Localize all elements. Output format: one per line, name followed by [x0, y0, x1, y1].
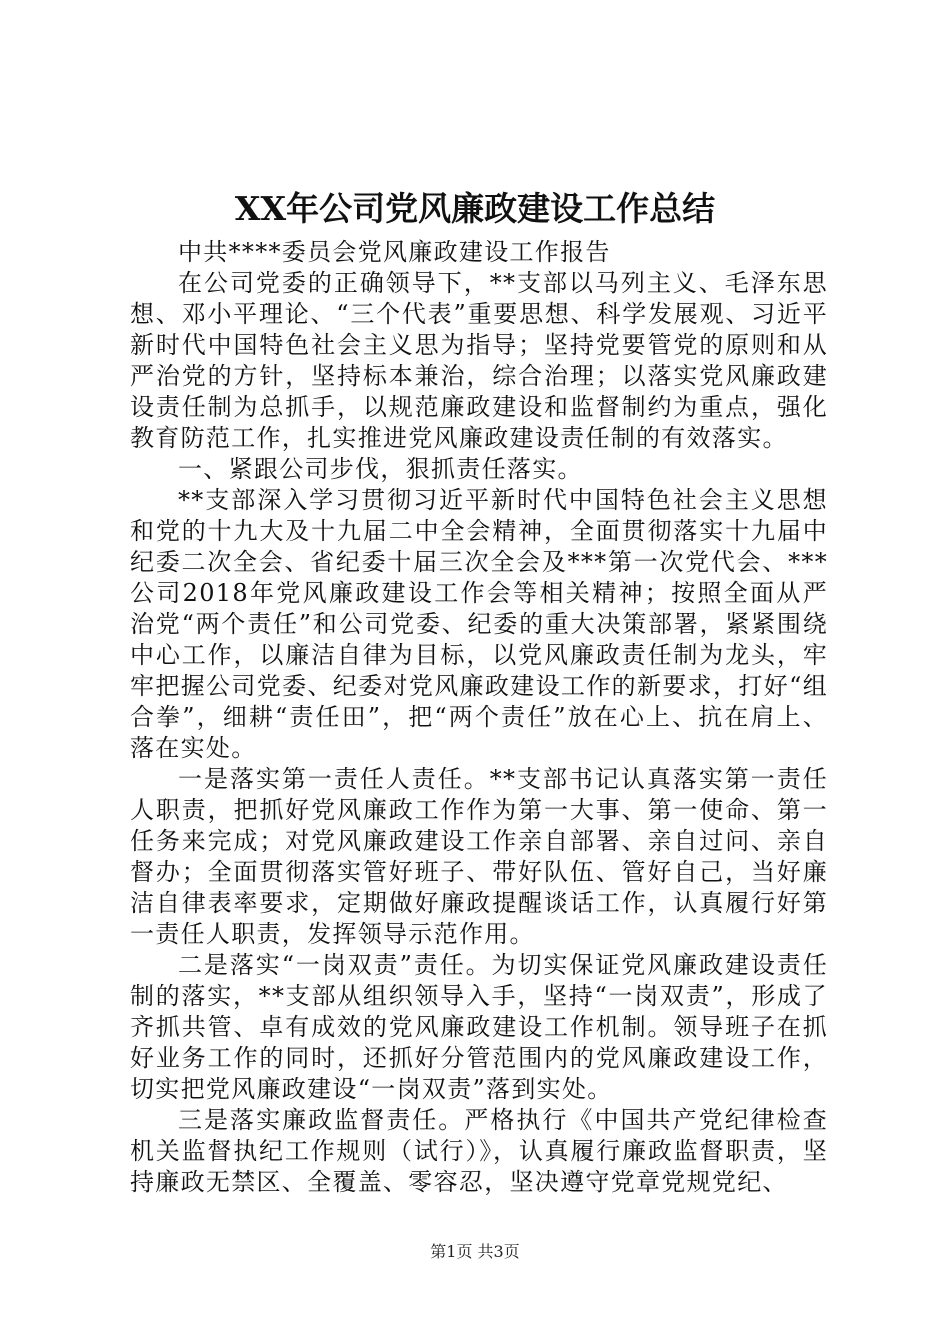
paragraph-two-duties: 二是落实“一岗双责”责任。为切实保证党风廉政建设责任制的落实，**支部从组织领导入手，坚持“一岗双责”，形成了齐抓共管、卓有成效的党风廉政建设工作机制。领导班子在抓好业务工作的同时，还抓好分管范围内的党风廉政建设工作，切实把党风廉政建设“一岗双责”落到实处。 — [130, 951, 828, 1103]
paragraph-first-responsibility: 一是落实第一责任人责任。**支部书记认真落实第一责任人职责，把抓好党风廉政工作作为第一大事、第一使命、第一任务来完成；对党风廉政建设工作亲自部署、亲自过问、亲自督办；全面贯彻落实管好班子、带好队伍、管好自己，当好廉洁自律表率要求，定期做好廉政提醒谈话工作，认真履行好第一责任人职责，发挥领导示范作用。 — [130, 765, 828, 948]
page-number-footer: 第1页 共3页 — [430, 1242, 520, 1261]
document-title: XX年公司党风廉政建设工作总结 — [234, 189, 716, 228]
section-heading-1: 一、紧跟公司步伐，狠抓责任落实。 — [178, 455, 583, 483]
document-body — [130, 237, 828, 1198]
paragraph-intro: 在公司党委的正确领导下，**支部以马列主义、毛泽东思想、邓小平理论、“三个代表”重要思想、科学发展观、习近平新时代中国特色社会主义思为指导；坚持党要管党的原则和从严治党的方针，坚持标本兼治，综合治理；以落实党风廉政建设责任制为总抓手，以规范廉政建设和监督制约为重点，强化教育防范工作，扎实推进党风廉政建设责任制的有效落实。 — [130, 269, 828, 452]
paragraph-study: **支部深入学习贯彻习近平新时代中国特色社会主义思想和党的十九大及十九届二中全会精神，全面贯彻落实十九届中纪委二次全会、省纪委十届三次全会及***第一次党代会、***公司2018年党风廉政建设工作会等相关精神；按照全面从严治党“两个责任”和公司党委、纪委的重大决策部署，紧紧围绕中心工作，以廉洁自律为目标，以党风廉政责任制为龙头，牢牢把握公司党委、纪委对党风廉政建设工作的新要求，打好“组合拳”，细耕“责任田”，把“两个责任”放在心上、抗在肩上、落在实处。 — [130, 486, 828, 762]
paragraph-supervision: 三是落实廉政监督责任。严格执行《中国共产党纪律检查机关监督执纪工作规则（试行）》，认真履行廉政监督职责，坚持廉政无禁区、全覆盖、零容忍，坚决遵守党章党规党纪、 — [130, 1106, 828, 1196]
paragraph-report-heading: 中共****委员会党风廉政建设工作报告 — [178, 238, 611, 266]
